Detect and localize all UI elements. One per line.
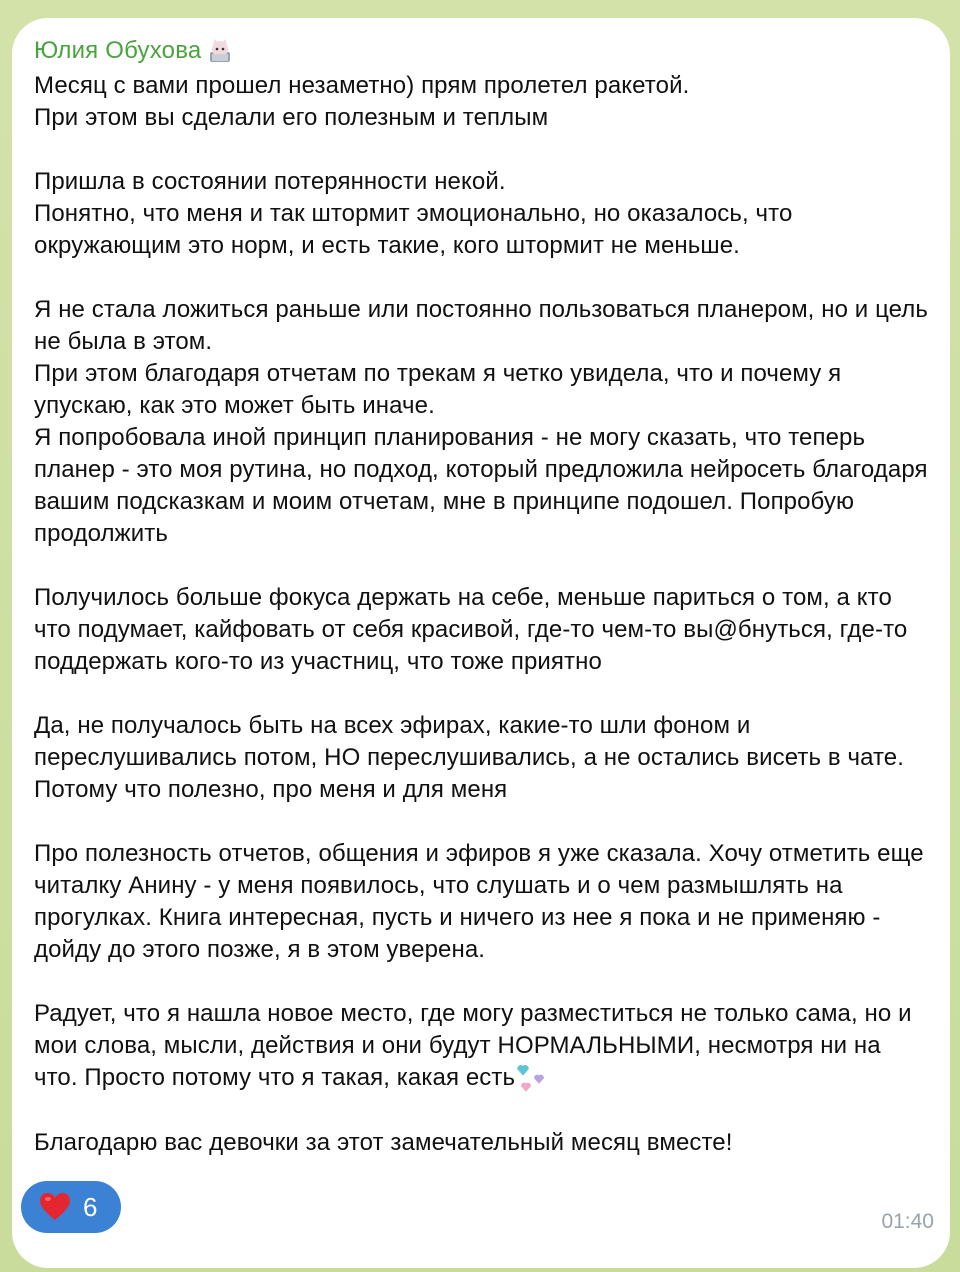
- message-text-end: Благодарю вас девочки за этот замечательный месяц вместе!: [34, 1129, 733, 1156]
- sender-name[interactable]: Юлия Обухова: [34, 37, 202, 64]
- hearts-emoji-icon: [515, 1063, 555, 1095]
- red-heart-icon: [39, 1192, 71, 1222]
- message-bubble[interactable]: [12, 18, 950, 1268]
- reaction-count: 6: [83, 1191, 98, 1222]
- message-sender: [34, 36, 928, 66]
- cat-laptop-emoji-icon: [207, 38, 233, 64]
- heart-reaction-button[interactable]: [21, 1181, 121, 1233]
- message-timestamp: 01:40: [881, 1210, 934, 1233]
- message-text: [34, 70, 928, 1159]
- message-text-main: Месяц с вами прошел незаметно) прям пролетел ракетой. При этом вы сделали его полезным и теплым Пришла в состоянии потерянности некой. Понятно, что меня и так штормит эмоционально, но оказалось, что окружающим это норм, и есть такие, кого штормит не меньше. Я не стала ложиться раньше или постоянно пользоваться планером, но и цель не была в этом. При этом благодаря отчетам по трекам я четко увидела, что и почему я упускаю, как это может быть иначе. Я попробовала иной принцип планирования - не могу сказать, что теперь планер - это моя рутина, но подход, который предложила нейросеть благодаря вашим подсказкам и моим отчетам, мне в принципе подошел. Попробую продолжить Получилось больше фокуса держать на себе, меньше париться о том, а кто что подумает, кайфовать от себя красивой, где-то чем-то вы@бнуться, где-то поддержать кого-то из участниц, что тоже приятно Да, не получалось быть на всех эфирах, какие-то шли фоном и переслушивались потом, НО переслушивались, а не остались висеть в чате. Потому что полезно, про меня и для меня Про полезность отчетов, общения и эфиров я уже сказала. Хочу отметить еще читалку Анину - у меня появилось, что слушать и о чем размышлять на прогулках. Книга интересная, пусть и ничего из нее я пока и не применяю - дойду до этого позже, я в этом уверена. Радует, что я нашла новое место, где могу разместиться не только сама, но и мои слова, мысли, действия и они будут НОРМАЛЬНЫМИ, несмотря ни на что. Просто потому что я такая, какая есть: [34, 72, 928, 1091]
